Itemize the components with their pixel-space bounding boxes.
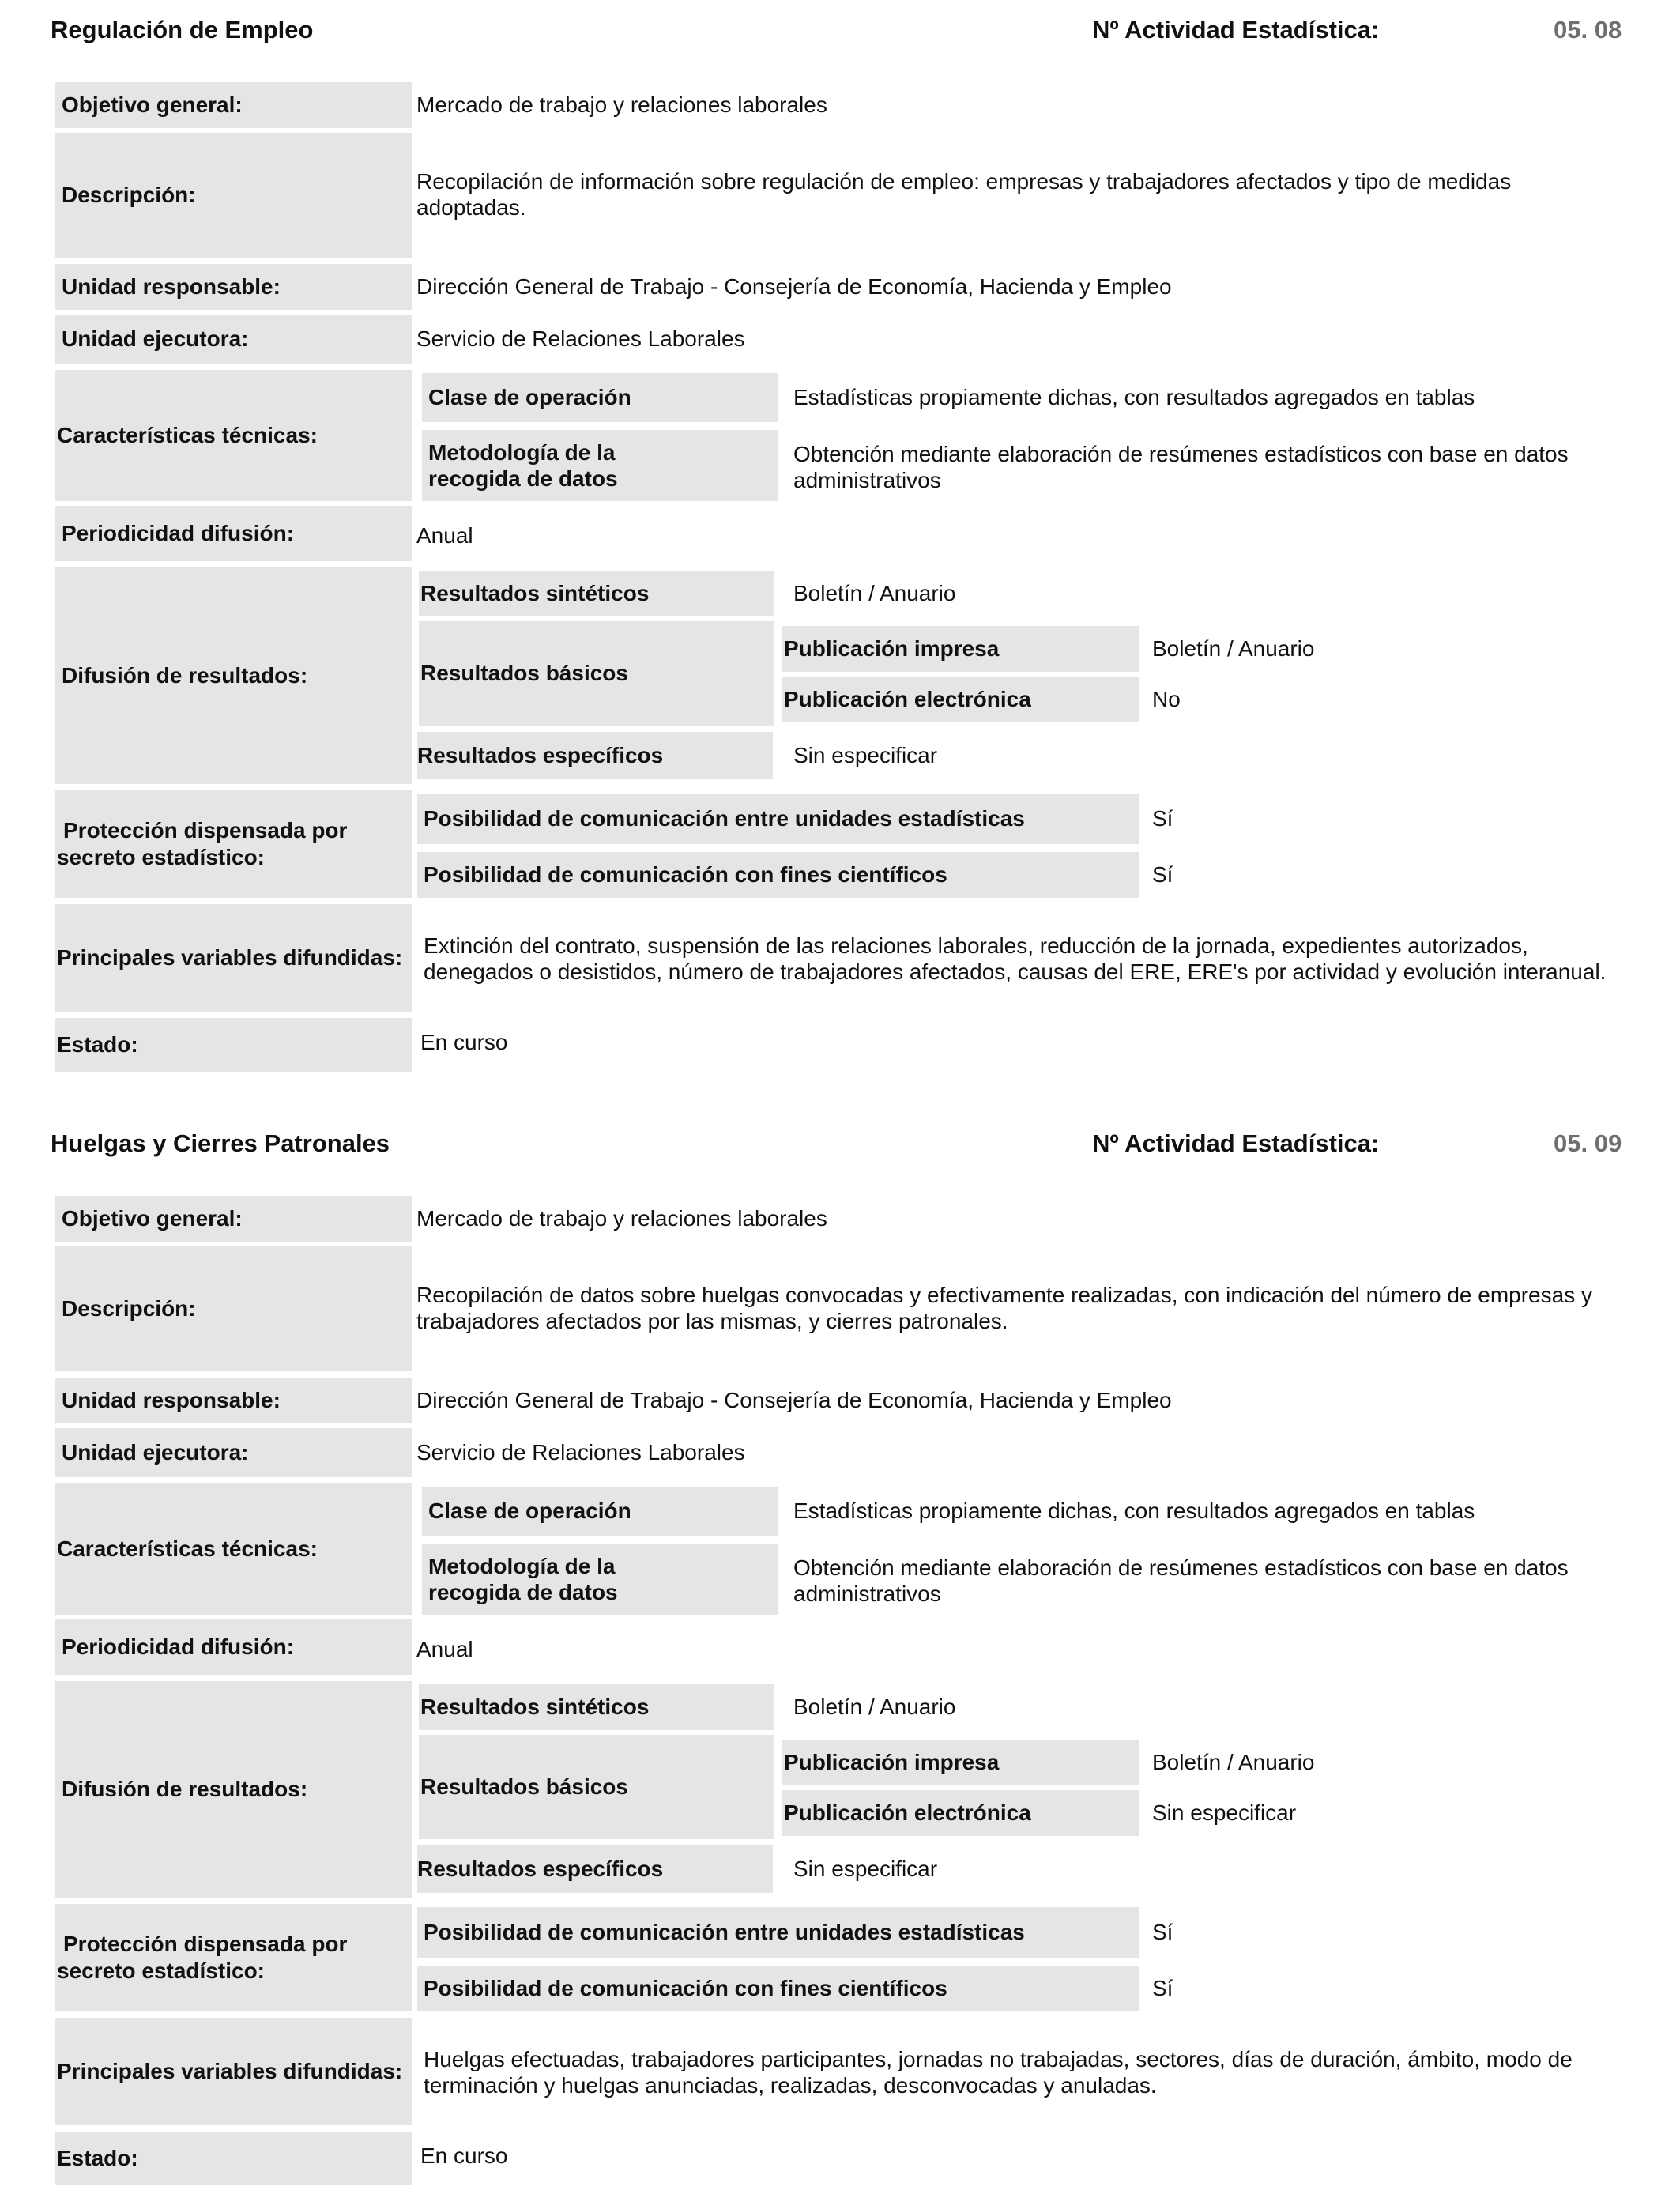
publicacion-impresa-value: Boletín / Anuario — [1152, 1750, 1315, 1774]
difusion-resultados-label: Difusión de resultados: — [55, 1681, 412, 1898]
publicacion-electronica-value: No — [1152, 687, 1181, 711]
clase-operacion-value: Estadísticas propiamente dichas, con resultados agregados en tablas — [793, 385, 1475, 409]
unidad-ejecutora-label: Unidad ejecutora: — [55, 1428, 412, 1477]
metodologia-value — [793, 441, 1631, 493]
estado-value: En curso — [420, 1030, 508, 1054]
resultados-especificos-value: Sin especificar — [793, 743, 938, 767]
resultados-basicos-label: Resultados básicos — [419, 1735, 774, 1839]
variables-difundidas-value — [424, 2046, 1640, 2098]
activity-title: Regulación de Empleo — [51, 16, 314, 43]
resultados-especificos-label: Resultados específicos — [417, 1845, 773, 1893]
unidad-responsable-value: Dirección General de Trabajo - Consejería de Economía, Hacienda y Empleo — [416, 1388, 1172, 1412]
variables-difundidas-value — [424, 933, 1640, 985]
estado-value: En curso — [420, 2143, 508, 2168]
activity-number-label: Nº Actividad Estadística: — [1092, 16, 1380, 43]
activity-number-label: Nº Actividad Estadística: — [1092, 1129, 1380, 1157]
variables-difundidas-label: Principales variables difundidas: — [55, 2018, 412, 2125]
comunicacion-unidades-label: Posibilidad de comunicación entre unidades estadísticas — [417, 1907, 1139, 1958]
periodicidad-value: Anual — [416, 1637, 473, 1661]
variables-line: Huelgas efectuadas, trabajadores participantes, jornadas no trabajadas, sectores, días de duración, ámbito, modo de — [424, 2047, 1573, 2071]
proteccion-label — [55, 790, 412, 898]
metodologia-value-line: Obtención mediante elaboración de resúmenes estadísticos con base en datos — [793, 1555, 1569, 1580]
comunicacion-unidades-label: Posibilidad de comunicación entre unidades estadísticas — [417, 794, 1139, 844]
publicacion-electronica-label: Publicación electrónica — [782, 1790, 1139, 1836]
descripcion-label: Descripción: — [55, 133, 412, 258]
publicacion-impresa-value: Boletín / Anuario — [1152, 636, 1315, 661]
metodologia-value — [793, 1555, 1631, 1607]
clase-operacion-label: Clase de operación — [422, 373, 778, 422]
descripcion-label: Descripción: — [55, 1246, 412, 1371]
descripcion-line: Recopilación de información sobre regulación de empleo: empresas y trabajadores afectados y tipo de medidas — [416, 169, 1512, 194]
comunicacion-cientificos-label: Posibilidad de comunicación con fines científicos — [417, 1966, 1139, 2011]
objetivo-general-value: Mercado de trabajo y relaciones laborales — [416, 1206, 827, 1231]
periodicidad-label: Periodicidad difusión: — [55, 506, 412, 561]
unidad-ejecutora-value: Servicio de Relaciones Laborales — [416, 1440, 745, 1465]
publicacion-electronica-value: Sin especificar — [1152, 1800, 1297, 1825]
proteccion-label-line: Protección dispensada por — [63, 1932, 348, 1956]
resultados-especificos-value: Sin especificar — [793, 1857, 938, 1881]
resultados-basicos-label: Resultados básicos — [419, 621, 774, 726]
publicacion-electronica-label: Publicación electrónica — [782, 677, 1139, 722]
metodologia-label-line: Metodología de la — [428, 440, 616, 465]
difusion-resultados-label: Difusión de resultados: — [55, 567, 412, 784]
resultados-especificos-label: Resultados específicos — [417, 732, 773, 779]
comunicacion-cientificos-label: Posibilidad de comunicación con fines científicos — [417, 852, 1139, 898]
clase-operacion-value: Estadísticas propiamente dichas, con resultados agregados en tablas — [793, 1498, 1475, 1523]
metodologia-value-line: administrativos — [793, 1581, 941, 1606]
unidad-responsable-value: Dirección General de Trabajo - Consejería de Economía, Hacienda y Empleo — [416, 274, 1172, 299]
resultados-sinteticos-value: Boletín / Anuario — [793, 581, 956, 605]
unidad-ejecutora-value: Servicio de Relaciones Laborales — [416, 326, 745, 351]
unidad-responsable-label: Unidad responsable: — [55, 1378, 412, 1423]
descripcion-line: adoptadas. — [416, 195, 526, 220]
estado-label: Estado: — [55, 2132, 412, 2185]
caracteristicas-tecnicas-label: Características técnicas: — [55, 1483, 412, 1615]
objetivo-general-value: Mercado de trabajo y relaciones laborales — [416, 92, 827, 117]
publicacion-impresa-label: Publicación impresa — [782, 626, 1139, 672]
comunicacion-unidades-value: Sí — [1152, 806, 1173, 831]
caracteristicas-tecnicas-label: Características técnicas: — [55, 370, 412, 501]
proteccion-label — [55, 1904, 412, 2011]
variables-line: denegados o desistidos, número de trabajadores afectados, causas del ERE, ERE's por actividad y evolución interanual. — [424, 959, 1607, 984]
comunicacion-cientificos-value: Sí — [1152, 1976, 1173, 2000]
objetivo-general-label: Objetivo general: — [55, 1196, 412, 1242]
activity-number: 05. 08 — [1554, 16, 1622, 43]
proteccion-label-line: secreto estadístico: — [57, 1958, 265, 1983]
estado-label: Estado: — [55, 1018, 412, 1072]
activity-number: 05. 09 — [1554, 1129, 1622, 1157]
variables-line: terminación y huelgas anunciadas, realizadas, desconvocadas y anuladas. — [424, 2073, 1157, 2098]
comunicacion-unidades-value: Sí — [1152, 1920, 1173, 1944]
resultados-sinteticos-value: Boletín / Anuario — [793, 1695, 956, 1719]
variables-line: Extinción del contrato, suspensión de las relaciones laborales, reducción de la jornada, expedientes autorizados, — [424, 933, 1528, 958]
publicacion-impresa-label: Publicación impresa — [782, 1740, 1139, 1785]
descripcion-line: trabajadores afectados por las mismas, y cierres patronales. — [416, 1309, 1008, 1333]
variables-difundidas-label: Principales variables difundidas: — [55, 904, 412, 1012]
resultados-sinteticos-label: Resultados sintéticos — [419, 571, 774, 616]
activity-title: Huelgas y Cierres Patronales — [51, 1129, 390, 1157]
clase-operacion-label: Clase de operación — [422, 1487, 778, 1536]
descripcion-line: Recopilación de datos sobre huelgas convocadas y efectivamente realizadas, con indicación del número de empresas y — [416, 1283, 1592, 1307]
objetivo-general-label: Objetivo general: — [55, 82, 412, 128]
metodologia-label-line: recogida de datos — [428, 466, 618, 491]
unidad-ejecutora-label: Unidad ejecutora: — [55, 315, 412, 364]
periodicidad-value: Anual — [416, 523, 473, 548]
descripcion-value — [416, 168, 1633, 221]
proteccion-label-line: secreto estadístico: — [57, 845, 265, 869]
resultados-sinteticos-label: Resultados sintéticos — [419, 1684, 774, 1730]
descripcion-value — [416, 1282, 1633, 1334]
metodologia-value-line: Obtención mediante elaboración de resúmenes estadísticos con base en datos — [793, 442, 1569, 466]
proteccion-label-line: Protección dispensada por — [63, 818, 348, 843]
metodologia-label-line: recogida de datos — [428, 1580, 618, 1604]
metodologia-label-line: Metodología de la — [428, 1554, 616, 1578]
unidad-responsable-label: Unidad responsable: — [55, 264, 412, 310]
metodologia-label — [422, 1544, 778, 1615]
metodologia-label — [422, 430, 778, 501]
periodicidad-label: Periodicidad difusión: — [55, 1619, 412, 1675]
metodologia-value-line: administrativos — [793, 468, 941, 492]
comunicacion-cientificos-value: Sí — [1152, 862, 1173, 887]
